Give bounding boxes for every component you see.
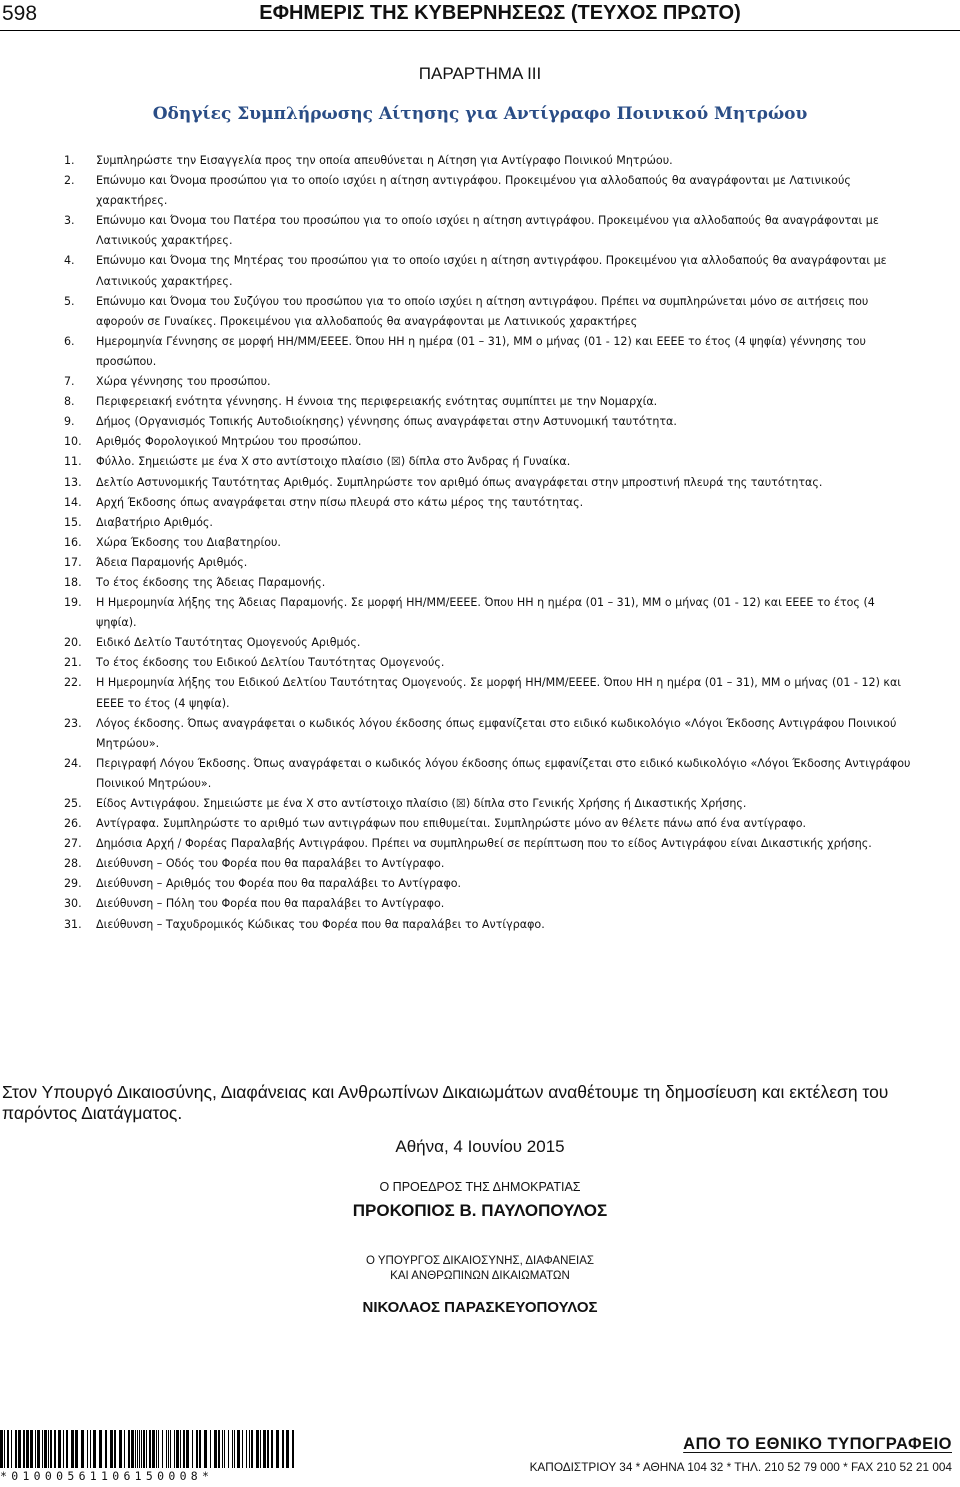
instruction-item [64, 211, 914, 251]
instruction-item [64, 915, 914, 935]
president-title: Ο ΠΡΟΕΔΡΟΣ ΤΗΣ ΔΗΜΟΚΡΑΤΙΑΣ [379, 1180, 581, 1194]
instruction-item [64, 473, 914, 493]
minister-name: ΝΙΚΟΛΑΟΣ ΠΑΡΑΣΚΕΥΟΠΟΥΛΟΣ [362, 1299, 598, 1316]
instruction-number: 16. [64, 535, 82, 549]
instruction-text: Επώνυμο και Όνομα προσώπου για το οποίο ισχύει η αίτηση αντιγράφου. Προκειμένου για αλλοδαπούς θα αναγράφονται με Λατινικούς χαρακτήρες. [96, 174, 851, 208]
instruction-item [64, 332, 914, 372]
instruction-number: 22. [64, 676, 82, 690]
instruction-number: 17. [64, 555, 82, 569]
instruction-number: 20. [64, 636, 82, 650]
instruction-item [64, 251, 914, 291]
instruction-text: Χώρα Έκδοσης του Διαβατηρίου. [96, 535, 281, 549]
instruction-text: Η Ημερομηνία λήξης της Άδειας Παραμονής. Σε μορφή ΗΗ/ΜΜ/ΕΕΕΕ. Όπου ΗΗ η ημέρα (01 – 31), ΜΜ ο μήνας (01 - 12) και ΕΕΕΕ το έτος (4 ψηφία). [96, 596, 875, 630]
instruction-number: 5. [64, 294, 75, 308]
instruction-item [64, 151, 914, 171]
instruction-text: Συμπληρώστε την Εισαγγελία προς την οποία απευθύνεται η Αίτηση για Αντίγραφο Ποινικού Μητρώου. [96, 154, 673, 167]
instruction-text: Διεύθυνση – Ταχυδρομικός Κώδικας του Φορέα που θα παραλάβει το Αντίγραφο. [96, 917, 545, 931]
header-divider [0, 30, 960, 31]
instruction-number: 18. [64, 575, 82, 589]
instruction-item [64, 673, 914, 713]
annex-subtitle: Οδηγίες Συμπλήρωσης Αίτησης για Αντίγραφο Ποινικού Μητρώου [152, 104, 808, 124]
instruction-text: Είδος Αντιγράφου. Σημειώστε με ένα Χ στο αντίστοιχο πλαίσιο (☒) δίπλα στο Γενικής Χρήσης ή Δικαστικής Χρήσης. [96, 797, 747, 810]
instruction-number: 26. [64, 817, 82, 831]
instruction-text: Χώρα γέννησης του προσώπου. [96, 375, 271, 389]
instruction-number: 7. [64, 375, 75, 389]
instruction-number: 13. [64, 475, 82, 489]
instruction-item [64, 553, 914, 573]
instruction-number: 8. [64, 395, 75, 409]
instruction-number: 14. [64, 495, 82, 509]
instruction-number: 28. [64, 857, 82, 871]
instruction-item [64, 834, 914, 854]
instruction-item [64, 794, 914, 814]
instruction-item [64, 573, 914, 593]
instruction-text: Δελτίο Αστυνομικής Ταυτότητας Αριθμός. Συμπληρώστε τον αριθμό όπως αναγράφεται στην μπροστινή πλευρά της ταυτότητας. [96, 475, 823, 489]
instruction-item [64, 754, 914, 794]
instruction-text: Αρχή Έκδοσης όπως αναγράφεται στην πίσω πλευρά στο κάτω μέρος της ταυτότητας. [96, 495, 584, 509]
barcode-digits: *01000561106150008* [0, 1469, 214, 1483]
page-number: 598 [2, 2, 38, 25]
instruction-text: Η Ημερομηνία λήξης του Ειδικού Δελτίου Ταυτότητας Ομογενούς. Σε μορφή ΗΗ/ΜΜ/ΕΕΕΕ. Όπου ΗΗ η ημέρα (01 – 31), ΜΜ ο μήνας (01 - 12) και ΕΕΕΕ το έτος (4 ψηφία). [96, 676, 902, 710]
instruction-item [64, 292, 914, 332]
instruction-number: 23. [64, 716, 82, 730]
instruction-number: 21. [64, 656, 82, 670]
instruction-number: 4. [64, 254, 75, 268]
instruction-text: Διεύθυνση – Αριθμός του Φορέα που θα παραλάβει το Αντίγραφο. [96, 877, 462, 891]
instruction-item [64, 412, 914, 432]
instruction-text: Επώνυμο και Όνομα του Πατέρα του προσώπου για το οποίο ισχύει η αίτηση αντιγράφου. Προκειμένου για αλλοδαπούς θα αναγράφονται με Λατινικούς χαρακτήρες. [96, 214, 879, 248]
instruction-item [64, 392, 914, 412]
instruction-text: Ειδικό Δελτίο Ταυτότητας Ομογενούς Αριθμός. [96, 636, 361, 650]
instruction-number: 25. [64, 797, 82, 810]
minister-title [0, 1254, 960, 1284]
instruction-item [64, 633, 914, 653]
instruction-item [64, 714, 914, 754]
annex-title: ΠΑΡΑΡΤΗΜΑ ΙΙΙ [418, 64, 542, 83]
instruction-item [64, 874, 914, 894]
instruction-text: Ημερομηνία Γέννησης σε μορφή ΗΗ/ΜΜ/ΕΕΕΕ. Όπου ΗΗ η ημέρα (01 – 31), ΜΜ ο μήνας (01 - 12) και ΕΕΕΕ το έτος (4 ψηφία) γέννησης του προσώπου. [96, 334, 866, 368]
instruction-text: Φύλλο. Σημειώστε με ένα Χ στο αντίστοιχο πλαίσιο (☒) δίπλα στο Άνδρας ή Γυναίκα. [96, 455, 571, 469]
instruction-number: 24. [64, 756, 82, 770]
printer-name: ΑΠΟ ΤΟ ΕΘΝΙΚΟ ΤΥΠΟΓΡΑΦΕΙΟ [683, 1435, 952, 1453]
instruction-number: 31. [64, 917, 82, 931]
instruction-text: Αριθμός Φορολογικού Μητρώου του προσώπου. [96, 435, 362, 449]
instruction-text: Λόγος έκδοσης. Όπως αναγράφεται ο κωδικός λόγου έκδοσης όπως εμφανίζεται στο ειδικό κωδικολόγιο «Λόγοι Έκδοσης Αντιγράφου Ποινικού Μητρώου». [96, 716, 897, 750]
minister-title-line-2: ΚΑΙ ΑΝΘΡΩΠΙΝΩΝ ΔΙΚΑΙΩΜΑΤΩΝ [390, 1270, 570, 1282]
instruction-item [64, 432, 914, 452]
instruction-item [64, 854, 914, 874]
gazette-header [0, 0, 960, 32]
instruction-text: Επώνυμο και Όνομα της Μητέρας του προσώπου για το οποίο ισχύει η αίτηση αντιγράφου. Προκειμένου για αλλοδαπούς θα αναγράφονται με Λατινικούς χαρακτήρες. [96, 254, 887, 288]
place-date: Αθήνα, 4 Ιουνίου 2015 [395, 1137, 565, 1156]
instruction-item [64, 593, 914, 633]
instruction-item [64, 894, 914, 914]
instruction-number: 10. [64, 435, 82, 449]
instruction-number: 11. [64, 455, 82, 469]
instruction-item [64, 533, 914, 553]
gazette-title: ΕΦΗΜΕΡΙΣ ΤΗΣ ΚΥΒΕΡΝΗΣΕΩΣ (ΤΕΥΧΟΣ ΠΡΩΤΟ) [259, 2, 741, 24]
instruction-number: 3. [64, 214, 75, 228]
instruction-text: Άδεια Παραμονής Αριθμός. [96, 555, 248, 569]
instruction-number: 27. [64, 837, 82, 851]
instruction-text: Δήμος (Οργανισμός Τοπικής Αυτοδιοίκησης) γέννησης όπως αναγράφεται στην Αστυνομική ταυτότητα. [96, 415, 677, 429]
barcode-image [0, 1430, 298, 1468]
decree-text: Στον Υπουργό Δικαιοσύνης, Διαφάνειας και Ανθρωπίνων Δικαιωμάτων αναθέτουμε τη δημοσίευση και εκτέλεση του παρόντος Διατάγματος. [2, 1082, 889, 1123]
instructions-list [64, 151, 914, 935]
instruction-number: 2. [64, 174, 75, 188]
instruction-number: 29. [64, 877, 82, 891]
instruction-number: 9. [64, 415, 75, 429]
instruction-number: 30. [64, 897, 82, 911]
instruction-item [64, 493, 914, 513]
minister-title-line-1: Ο ΥΠΟΥΡΓΟΣ ΔΙΚΑΙΟΣΥΝΗΣ, ΔΙΑΦΑΝΕΙΑΣ [365, 1255, 595, 1267]
instruction-item [64, 372, 914, 392]
instruction-number: 15. [64, 515, 82, 529]
instruction-number: 19. [64, 596, 82, 610]
instruction-text: Διεύθυνση – Οδός του Φορέα που θα παραλάβει το Αντίγραφο. [96, 857, 445, 871]
president-name: ΠΡΟΚΟΠΙΟΣ Β. ΠΑΥΛΟΠΟΥΛΟΣ [352, 1201, 608, 1220]
printer-address: ΚΑΠΟΔΙΣΤΡΙΟΥ 34 * ΑΘΗΝΑ 104 32 * ΤΗΛ. 210 52 79 000 * FAX 210 52 21 004 [529, 1460, 952, 1474]
instruction-item [64, 814, 914, 834]
instruction-item [64, 171, 914, 211]
instruction-number: 6. [64, 334, 75, 348]
instruction-text: Διεύθυνση – Πόλη του Φορέα που θα παραλάβει το Αντίγραφο. [96, 897, 445, 911]
instruction-item [64, 452, 914, 472]
instruction-text: Επώνυμο και Όνομα του Συζύγου του προσώπου για το οποίο ισχύει η αίτηση αντιγράφου. Πρέπει να συμπληρώνεται μόνο σε αιτήσεις που αφορούν σε Γυναίκες. Προκειμένου για αλλοδαπούς θα αναγράφονται με Λατινικούς χαρακτήρες [96, 294, 869, 328]
instruction-text: Το έτος έκδοσης του Ειδικού Δελτίου Ταυτότητας Ομογενούς. [96, 656, 445, 670]
instruction-text: Περιφερειακή ενότητα γέννησης. Η έννοια της περιφερειακής ενότητας συμπίπτει με την Νομαρχία. [96, 395, 658, 409]
instruction-text: Το έτος έκδοσης της Άδειας Παραμονής. [96, 575, 326, 589]
instruction-number: 1. [64, 154, 75, 167]
instruction-text: Διαβατήριο Αριθμός. [96, 515, 213, 529]
instruction-item [64, 653, 914, 673]
instruction-text: Δημόσια Αρχή / Φορέας Παραλαβής Αντιγράφου. Πρέπει να συμπληρωθεί σε περίπτωση που το είδος Αντιγράφου είναι Δικαστικής χρήσης. [96, 837, 872, 851]
instruction-item [64, 513, 914, 533]
instruction-text: Περιγραφή Λόγου Έκδοσης. Όπως αναγράφεται ο κωδικός λόγου έκδοσης όπως εμφανίζεται στο ειδικό κωδικολόγιο «Λόγοι Έκδοσης Αντιγράφου Ποινικού Μητρώου». [96, 756, 911, 790]
instruction-text: Αντίγραφα. Συμπληρώστε το αριθμό των αντιγράφων που επιθυμείται. Συμπληρώστε μόνο αν θέλετε πάνω από ένα αντίγραφο. [96, 817, 807, 831]
